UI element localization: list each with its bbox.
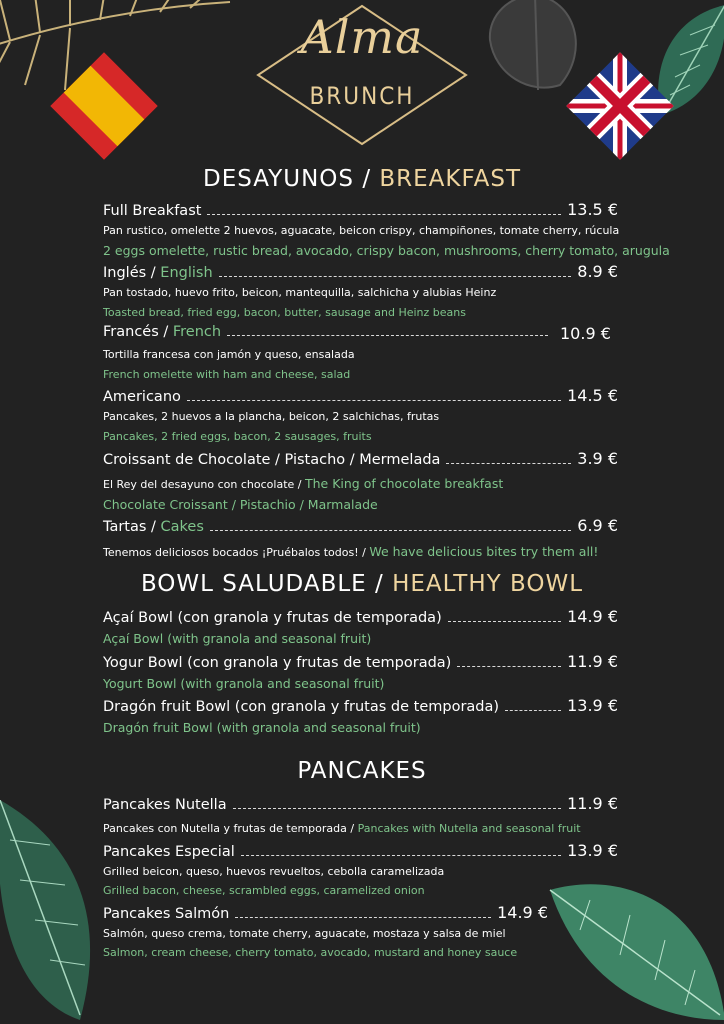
item-price: 14.9 € <box>567 607 618 626</box>
item-description-en: Grilled bacon, cheese, scrambled eggs, caramelized onion <box>103 884 425 897</box>
item-description: Grilled beicon, queso, huevos revueltos, cebolla caramelizada <box>103 865 445 878</box>
logo-brunch: BRUNCH <box>309 82 415 110</box>
item-description: Pan tostado, huevo frito, beicon, mantequilla, salchicha y alubias Heinz <box>103 286 497 299</box>
item-price: 8.9 € <box>577 262 618 281</box>
item-price: 6.9 € <box>577 516 618 535</box>
menu-item-yogur-bowl: Yogur Bowl (con granola y frutas de temporada) 11.9 € <box>103 652 618 671</box>
item-price: 11.9 € <box>567 652 618 671</box>
dotted-leader <box>457 665 561 667</box>
item-description: El Rey del desayuno con chocolate / The King of chocolate breakfast <box>103 476 504 491</box>
item-price: 11.9 € <box>567 794 618 813</box>
spain-flag-icon <box>50 52 158 160</box>
menu-item-pancakes-especial: Pancakes Especial 13.9 € <box>103 841 618 860</box>
dotted-leader <box>446 462 571 464</box>
item-description-en: 2 eggs omelette, rustic bread, avocado, crispy bacon, mushrooms, cherry tomato, arugula <box>103 243 670 258</box>
uk-flag-icon <box>566 52 674 160</box>
item-price: 13.5 € <box>567 200 618 219</box>
item-price: 13.9 € <box>567 841 618 860</box>
item-description-en: Pancakes, 2 fried eggs, bacon, 2 sausages, fruits <box>103 430 372 443</box>
menu-item-full-breakfast: Full Breakfast 13.5 € <box>103 200 618 219</box>
item-price: 14.9 € <box>497 903 548 922</box>
brand-logo <box>254 2 470 148</box>
dotted-leader <box>448 620 561 622</box>
palm-leaf-icon <box>540 870 724 1024</box>
item-description-en: French omelette with ham and cheese, salad <box>103 368 351 381</box>
dotted-leader <box>505 709 561 711</box>
item-description: Tenemos deliciosos bocados ¡Pruébalos todos! / We have delicious bites try them all! <box>103 544 599 559</box>
item-price: 3.9 € <box>577 449 618 468</box>
menu-item-pancakes-salmon: Pancakes Salmón 14.9 € <box>103 903 548 922</box>
item-description: Pancakes con Nutella y frutas de temporada / Pancakes with Nutella and seasonal fruit <box>103 822 581 835</box>
item-description-en: Dragón fruit Bowl (with granola and seasonal fruit) <box>103 720 421 735</box>
section-title-breakfast: DESAYUNOS / BREAKFAST <box>203 166 521 192</box>
item-description: Pan rustico, omelette 2 huevos, aguacate, beicon crispy, champiñones, tomate cherry, rúcula <box>103 224 620 237</box>
menu-item-americano: Americano 14.5 € <box>103 386 618 405</box>
logo-alma: Alma <box>300 10 424 64</box>
item-description: Tortilla francesa con jamón y queso, ensalada <box>103 348 355 361</box>
item-description-en: Yogurt Bowl (with granola and seasonal fruit) <box>103 676 385 691</box>
item-description-en: Salmon, cream cheese, cherry tomato, avocado, mustard and honey sauce <box>103 946 518 959</box>
item-price: 13.9 € <box>567 696 618 715</box>
dotted-leader <box>207 213 561 215</box>
section-title-bowl: BOWL SALUDABLE / HEALTHY BOWL <box>140 571 584 597</box>
dotted-leader <box>235 916 491 918</box>
dotted-leader <box>241 854 561 856</box>
item-description-en: Toasted bread, fried egg, bacon, butter, sausage and Heinz beans <box>103 306 466 319</box>
menu-item-frances: Francés / French <box>103 324 554 340</box>
item-price: 10.9 € <box>560 324 611 343</box>
menu-item-frances-price <box>560 324 618 343</box>
item-description-en: Chocolate Croissant / Pistachio / Marmalade <box>103 497 378 512</box>
menu-item-ingles: Inglés / English 8.9 € <box>103 262 618 281</box>
item-description: Pancakes, 2 huevos a la plancha, beicon, 2 salchichas, frutas <box>103 410 440 423</box>
dotted-leader <box>187 399 561 401</box>
section-title-pancakes: PANCAKES <box>297 758 427 784</box>
item-price: 14.5 € <box>567 386 618 405</box>
item-description: Salmón, queso crema, tomate cherry, aguacate, mostaza y salsa de miel <box>103 927 506 940</box>
menu-item-croissant: Croissant de Chocolate / Pistacho / Mermelada 3.9 € <box>103 449 618 468</box>
item-description-en: Açaí Bowl (with granola and seasonal fruit) <box>103 631 372 646</box>
dotted-leader <box>219 275 572 277</box>
menu-item-tartas: Tartas / Cakes 6.9 € <box>103 516 618 535</box>
dotted-leader <box>233 807 562 809</box>
menu-item-dragon-bowl: Dragón fruit Bowl (con granola y frutas de temporada) 13.9 € <box>103 696 618 715</box>
menu-item-acai-bowl: Açaí Bowl (con granola y frutas de temporada) 14.9 € <box>103 607 618 626</box>
dotted-leader <box>227 334 548 336</box>
menu-item-pancakes-nutella: Pancakes Nutella 11.9 € <box>103 794 618 813</box>
dotted-leader <box>210 529 571 531</box>
